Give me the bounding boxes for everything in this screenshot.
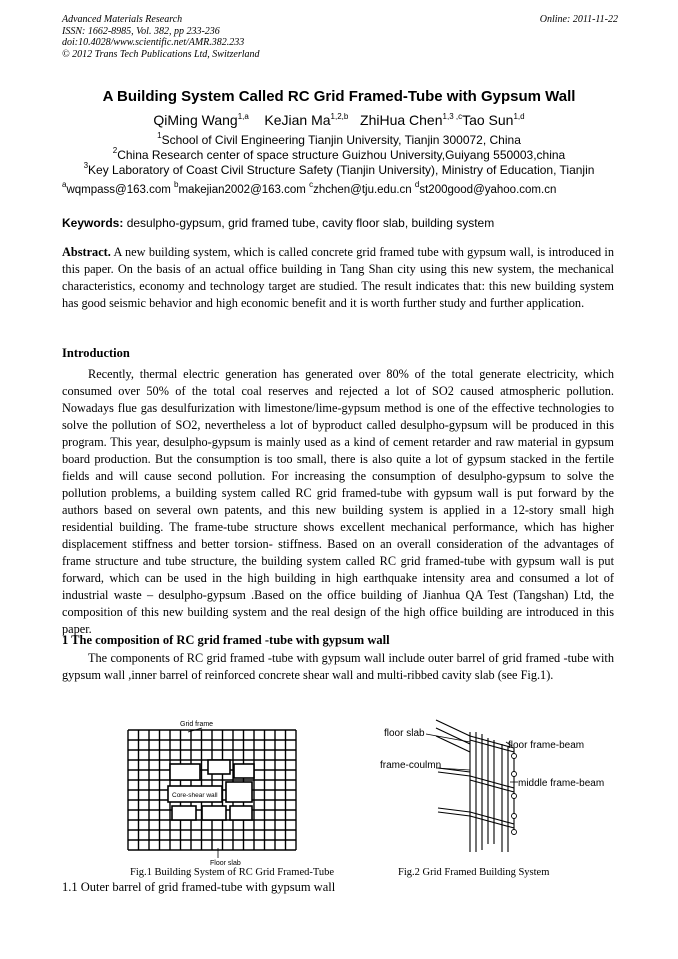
fig1-label-bottom: Floor slab [210, 860, 241, 867]
fig2-label-floor-slab: floor slab [384, 728, 425, 739]
online-date: Online: 2011-11-22 [539, 14, 618, 25]
author-sup: 1,a [237, 112, 249, 121]
email-link[interactable]: zhchen@tju.edu.cn [313, 184, 412, 196]
author-name: ZhiHua Chen [360, 112, 443, 128]
email-link[interactable]: makejian2002@163.com [178, 184, 306, 196]
journal-header [62, 14, 618, 60]
author-sup: 1,d [513, 112, 525, 121]
fig2-label-floor-beam: floor frame-beam [508, 740, 585, 751]
affiliation: $^1$School of Civil Engineering Tianjin University, Tianjin 300072, China [157, 131, 521, 147]
keywords-text: desulpho-gypsum, grid framed tube, cavity floor slab, building system [126, 216, 495, 230]
affiliation: $^2$China Research center of space structure Guizhou University,Guiyang 550003,china [112, 146, 566, 162]
author-name: Tao Sun [462, 112, 514, 128]
abstract-text: A new building system, which is called concrete grid framed tube with gypsum wall, is introduced in this paper. On the basis of an actual office building in Tang Shan city using this new system, the mechanical characteristics, economy and technology target are studied. The result indicates that: this new building system has good seismic behavior and high economic benefit and it is worth further study and further application. [62, 245, 614, 310]
email-list: $^a$wqmpass@163.com $^b$makejian2002@163.com $^c$zhchen@tju.edu.cn $^d$st200good@yahoo.com.cn [62, 180, 557, 196]
abstract [62, 244, 614, 312]
author-sup: 1,2,b [330, 112, 349, 121]
author-sup: 1,3 ,c [442, 112, 463, 121]
figure-1-caption: Fig.1 Building System of RC Grid Framed-Tube [130, 867, 335, 878]
figure-2-frame [378, 712, 623, 862]
section-text: The components of RC grid framed -tube with gypsum wall include outer barrel of grid framed -tube with gypsum wall ,inner barrel of reinforced concrete shear wall and multi-ribbed cavity slab (see Fig.1). [62, 651, 614, 682]
author-list [0, 112, 678, 128]
keywords-label: Keywords: [62, 216, 124, 230]
journal-doi: doi:10.4028/www.scientific.net/AMR.382.233 [62, 37, 245, 48]
fig1-label-center: Core-shear wall [172, 792, 218, 799]
affiliation: $^3$Key Laboratory of Coast Civil Structure Safety (Tianjin University), Ministry of Education, Tianjin [83, 161, 595, 177]
introduction-text: Recently, thermal electric generation has generated over 80% of the total generate electricity, which consumed over 50% of the total coal reserves and rejected a lot of SO2 caused atmospheric pollution. Nowadays flue gas desulfurization with limestone/lime-gypsum method is one of the effective technologies to solve the pollution of SO2, nevertheless a lot of byproduct called desulpho-gypsum will be produced in this program. This year, desulpho-gypsum is mainly used as a kind of cement retarder and raw material in gypsum board production. But the consumption is too small, there is also quite a lot of gypsum stacked in the fertile fields and will cause second pollution. For increasing the consumption of desulpho-gypsum to solve the pollution problems, a building system called RC grid framed-tube with gypsum wall is put forward by the authors based on several own patents, and this new building system is applied in a 12-story small high residential building. The frame-tube structure shows excellent mechanical performance, which has higher displacement stiffness and better torsion- stiffness. Based on an overall consideration of the advantages of frame structure and tube structure, the building system called RC grid framed-tube with gypsum wall is put forward, which can be used in the high building in high earthquake intensity area and consumed a lot of industrial waste – desulpho-gypsum .Based on the office building of Jianhua QA Test (Tangshan) Ltd, the composition of this new building system and the real design of the high office building are introduced in this paper. [62, 367, 614, 636]
paper-title: A Building System Called RC Grid Framed-Tube with Gypsum Wall [102, 88, 576, 105]
author-name: KeJian Ma [264, 112, 331, 128]
email-link[interactable]: wqmpass@163.com [66, 184, 171, 196]
author-name: QiMing Wang [153, 112, 238, 128]
abstract-label: Abstract. [62, 245, 111, 259]
section-heading: 1 The composition of RC grid framed -tube with gypsum wall [62, 633, 390, 647]
journal-name: Advanced Materials Research [62, 14, 183, 25]
email-link[interactable]: st200good@yahoo.com.cn [419, 184, 557, 196]
journal-issn: ISSN: 1662-8985, Vol. 382, pp 233-236 [62, 25, 220, 37]
fig2-label-middle-beam: middle frame-beam [518, 778, 605, 789]
subsection-heading: 1.1 Outer barrel of grid framed-tube with gypsum wall [62, 880, 336, 894]
figure-1-plan [122, 718, 302, 868]
figure-2-caption: Fig.2 Grid Framed Building System [398, 867, 550, 878]
keywords [62, 216, 622, 230]
fig2-label-frame-column: frame-coulmn [380, 760, 442, 771]
journal-copyright: © 2012 Trans Tech Publications Ltd, Switzerland [62, 48, 260, 60]
fig1-label-top: Grid frame [180, 721, 214, 728]
introduction-heading: Introduction [62, 346, 130, 360]
